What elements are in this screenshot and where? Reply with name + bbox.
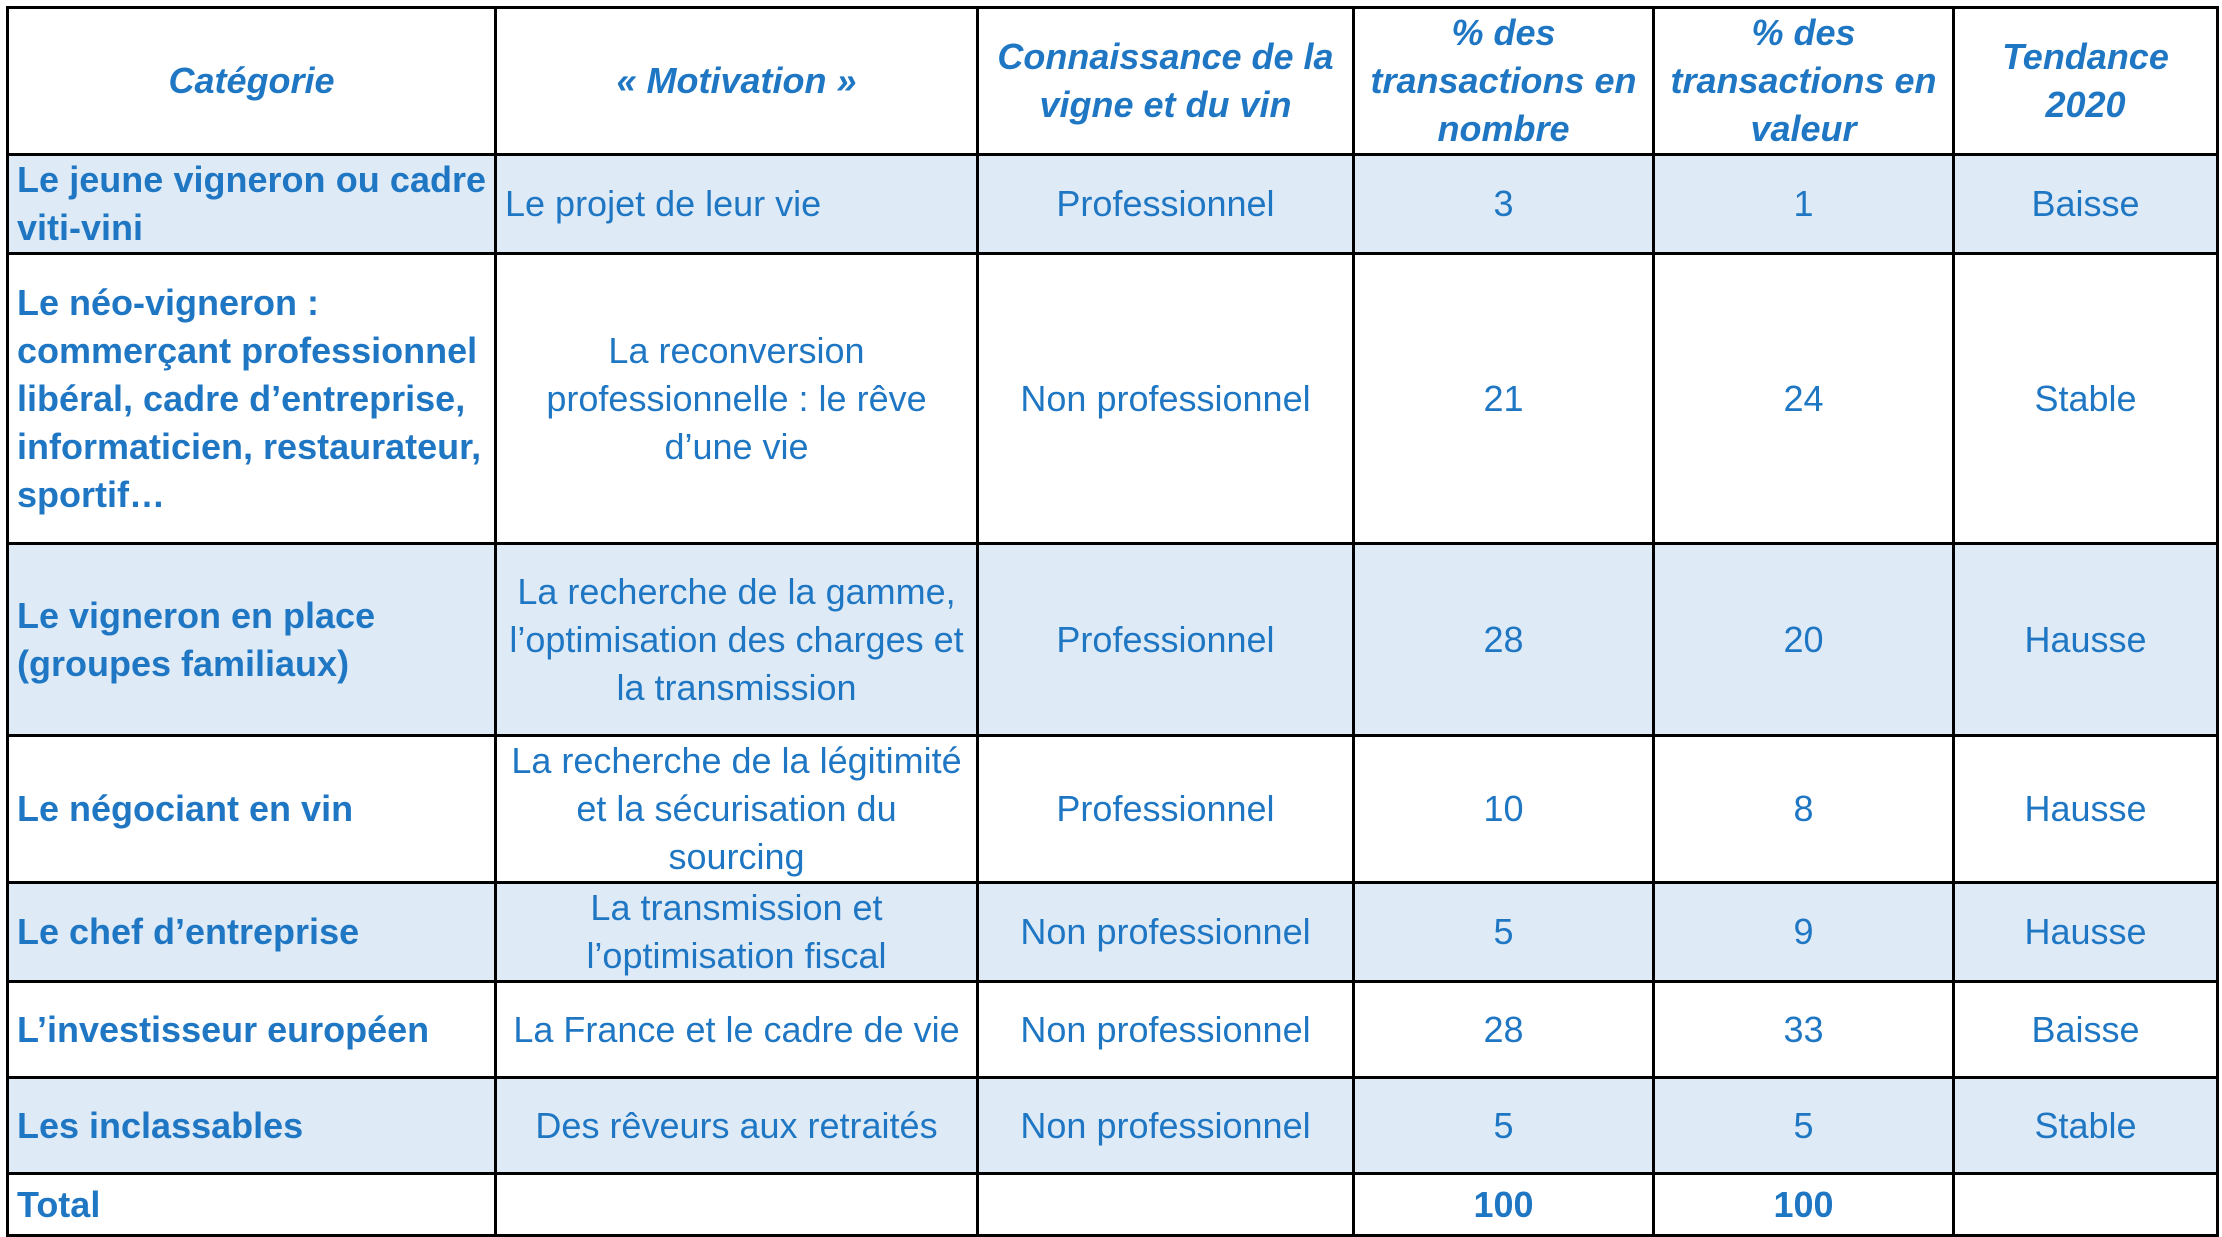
cell-categorie: Le négociant en vin <box>8 736 496 883</box>
cell-tendance: Stable <box>1954 254 2218 544</box>
table-row <box>8 254 2218 544</box>
cell-tendance: Stable <box>1954 1078 2218 1174</box>
cell-motivation: La transmission et l’optimisation fiscal <box>496 883 978 982</box>
cell-connaissance: Professionnel <box>978 544 1354 736</box>
cell-pct-valeur: 5 <box>1654 1078 1954 1174</box>
header-motivation: « Motivation » <box>496 8 978 155</box>
cell-pct-nombre: 28 <box>1354 544 1654 736</box>
cell-total-pct-nombre: 100 <box>1354 1174 1654 1236</box>
table-row <box>8 1078 2218 1174</box>
cell-pct-nombre: 28 <box>1354 982 1654 1078</box>
cell-connaissance: Non professionnel <box>978 982 1354 1078</box>
header-tendance: Tendance 2020 <box>1954 8 2218 155</box>
cell-motivation: La recherche de la légitimité et la sécurisation du sourcing <box>496 736 978 883</box>
cell-categorie: Les inclassables <box>8 1078 496 1174</box>
cell-pct-nombre: 3 <box>1354 155 1654 254</box>
buyer-categories-table <box>6 6 2219 1237</box>
table-row <box>8 155 2218 254</box>
cell-connaissance: Professionnel <box>978 736 1354 883</box>
cell-total-empty <box>1954 1174 2218 1236</box>
cell-motivation: Des rêveurs aux retraités <box>496 1078 978 1174</box>
cell-motivation: La reconversion professionnelle : le rêve d’une vie <box>496 254 978 544</box>
cell-pct-valeur: 8 <box>1654 736 1954 883</box>
cell-motivation: Le projet de leur vie <box>496 155 978 254</box>
cell-total-pct-valeur: 100 <box>1654 1174 1954 1236</box>
cell-categorie: L’investisseur européen <box>8 982 496 1078</box>
total-row <box>8 1174 2218 1236</box>
cell-tendance: Baisse <box>1954 982 2218 1078</box>
table-row <box>8 736 2218 883</box>
cell-pct-nombre: 21 <box>1354 254 1654 544</box>
cell-pct-valeur: 24 <box>1654 254 1954 544</box>
table-container <box>6 6 2219 1237</box>
cell-total-label: Total <box>8 1174 496 1236</box>
cell-pct-nombre: 10 <box>1354 736 1654 883</box>
cell-categorie: Le néo-vigneron : commerçant professionnel libéral, cadre d’entreprise, informaticien, restaurateur, sportif… <box>8 254 496 544</box>
header-categorie: Catégorie <box>8 8 496 155</box>
cell-motivation: La France et le cadre de vie <box>496 982 978 1078</box>
header-pct-valeur: % des transactions en valeur <box>1654 8 1954 155</box>
cell-pct-valeur: 9 <box>1654 883 1954 982</box>
cell-pct-valeur: 20 <box>1654 544 1954 736</box>
table-row <box>8 544 2218 736</box>
cell-connaissance: Professionnel <box>978 155 1354 254</box>
cell-pct-nombre: 5 <box>1354 883 1654 982</box>
cell-total-empty <box>496 1174 978 1236</box>
cell-categorie: Le vigneron en place (groupes familiaux) <box>8 544 496 736</box>
table-row <box>8 982 2218 1078</box>
cell-connaissance: Non professionnel <box>978 254 1354 544</box>
cell-connaissance: Non professionnel <box>978 1078 1354 1174</box>
cell-total-empty <box>978 1174 1354 1236</box>
cell-pct-valeur: 1 <box>1654 155 1954 254</box>
cell-pct-valeur: 33 <box>1654 982 1954 1078</box>
header-row <box>8 8 2218 155</box>
cell-tendance: Hausse <box>1954 544 2218 736</box>
table-row <box>8 883 2218 982</box>
cell-tendance: Baisse <box>1954 155 2218 254</box>
cell-categorie: Le jeune vigneron ou cadre viti-vini <box>8 155 496 254</box>
cell-tendance: Hausse <box>1954 736 2218 883</box>
cell-categorie: Le chef d’entreprise <box>8 883 496 982</box>
cell-connaissance: Non professionnel <box>978 883 1354 982</box>
header-connaissance: Connaissance de la vigne et du vin <box>978 8 1354 155</box>
cell-pct-nombre: 5 <box>1354 1078 1654 1174</box>
cell-tendance: Hausse <box>1954 883 2218 982</box>
cell-motivation: La recherche de la gamme, l’optimisation des charges et la transmission <box>496 544 978 736</box>
header-pct-nombre: % des transactions en nombre <box>1354 8 1654 155</box>
